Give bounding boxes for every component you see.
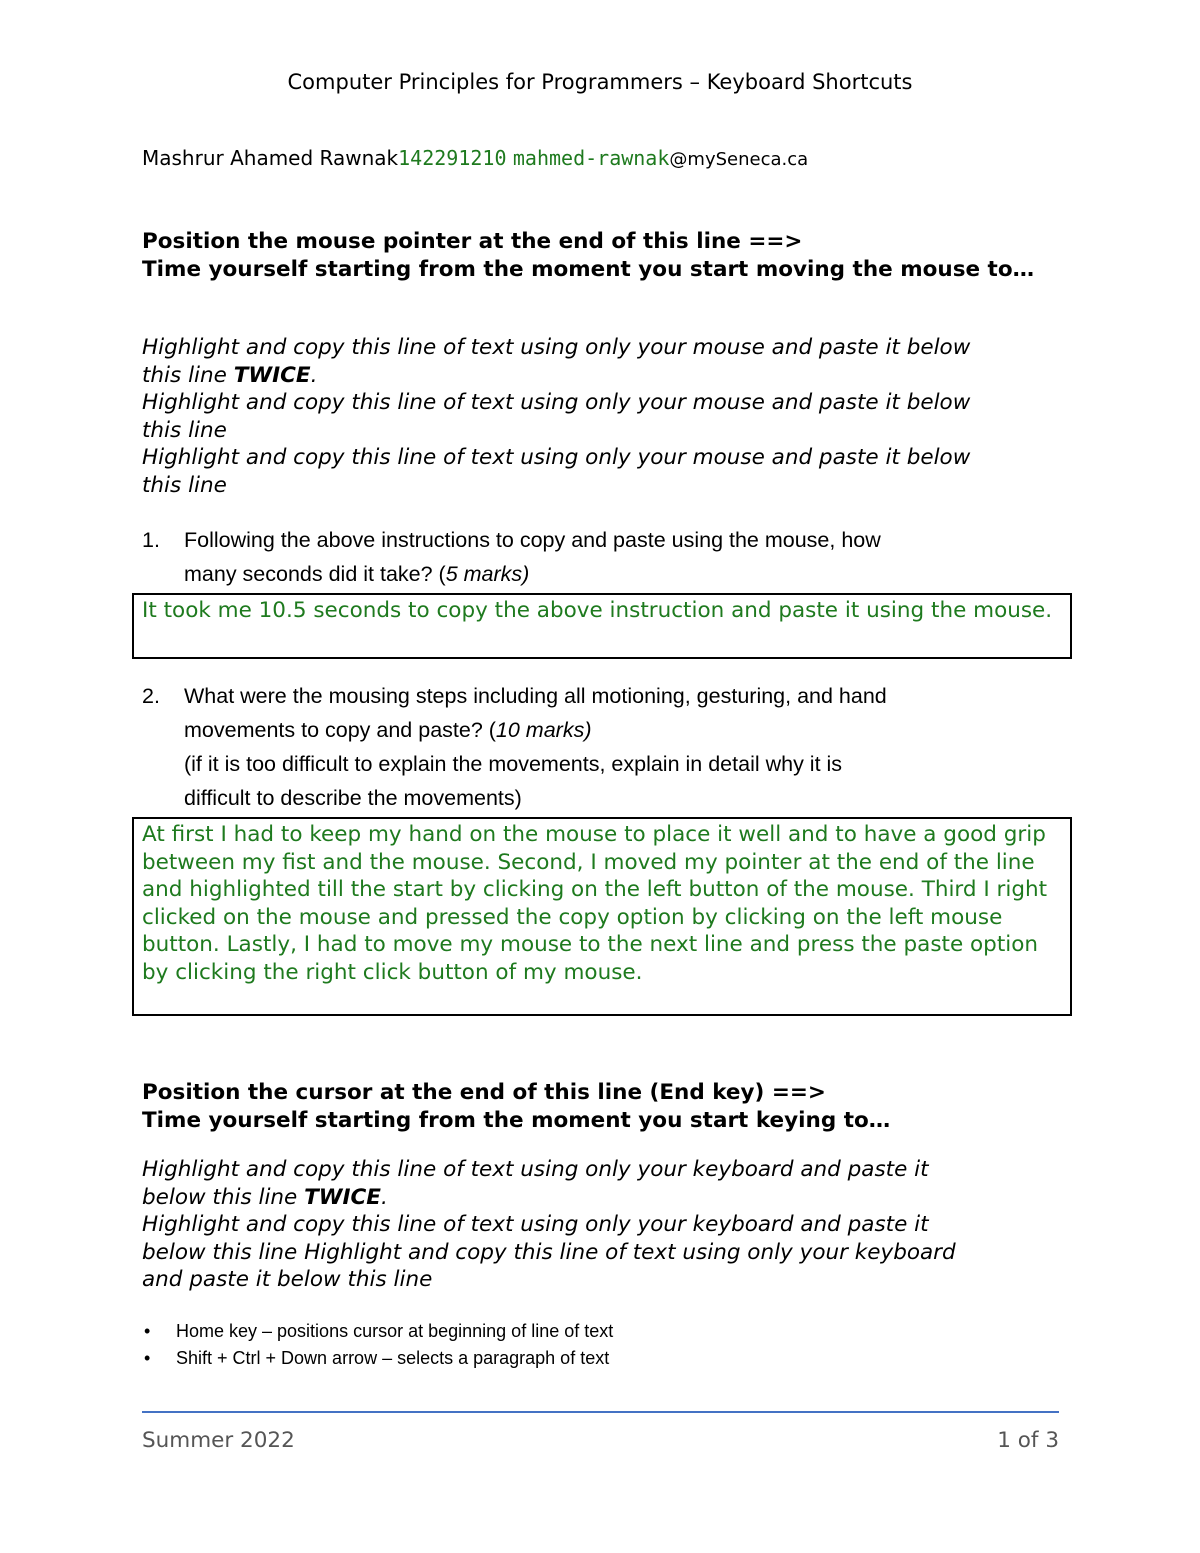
question-2-marks: 10 marks): [495, 718, 592, 742]
page-header-title: Computer Principles for Programmers – Keyboard Shortcuts: [287, 70, 913, 94]
mouse-heading-line-2: Time yourself starting from the moment you start moving the mouse to…: [142, 256, 1035, 282]
answer-box-2[interactable]: At first I had to keep my hand on the mouse to place it well and to have a good grip between my fist and the mouse. Second, I moved my pointer at the end of the line and highlighted till the start by clicking on the left button of the mouse. Third I right clicked on the mouse and pressed the copy option by clicking on the left mouse button. Lastly, I had to move my mouse to the next line and press the paste option by clicking the right click button of my mouse.: [132, 817, 1072, 1016]
list-item: [142, 1345, 1042, 1372]
question-2-line-a: What were the mousing steps including all motioning, gesturing, and hand: [184, 684, 887, 708]
question-2-number: 2.: [142, 684, 160, 708]
answer-box-1[interactable]: It took me 10.5 seconds to copy the above instruction and paste it using the mouse.: [132, 593, 1072, 659]
question-1-marks: 5 marks): [445, 562, 530, 586]
keyboard-instruction-1b[interactable]: [142, 1184, 1072, 1212]
mouse-heading-line-1: Position the mouse pointer at the end of this line ==>: [142, 229, 803, 254]
question-1-line-b-prefix: many seconds did it take? (: [184, 562, 446, 586]
keyboard-instruction-1b-emph: TWICE: [304, 1184, 381, 1210]
question-1-number: 1.: [142, 528, 160, 552]
keyboard-instruction-1b-suffix: .: [380, 1184, 388, 1210]
keyboard-instruction-1b-prefix: below this line: [142, 1184, 305, 1210]
mouse-instruction-3a[interactable]: Highlight and copy this line of text using only your mouse and paste it below: [142, 445, 971, 470]
bullet-icon: •: [144, 1348, 151, 1368]
keyboard-instruction-1a[interactable]: Highlight and copy this line of text using only your keyboard and paste it: [142, 1157, 929, 1182]
author-name: Mashrur Ahamed Rawnak: [142, 146, 399, 170]
mouse-heading: [142, 228, 1072, 283]
keyboard-instruction-2b[interactable]: below this line Highlight and copy this line of text using only your keyboard: [142, 1239, 956, 1265]
footer-divider: [142, 1411, 1059, 1413]
list-item: [142, 1318, 1042, 1345]
question-1: [142, 523, 1042, 591]
question-2: [142, 679, 1042, 815]
author-line: [142, 146, 808, 170]
mouse-instructions: [142, 334, 1072, 499]
footer-page-number: 1 of 3: [997, 1428, 1059, 1453]
bullet-text: Shift + Ctrl + Down arrow – selects a paragraph of text: [176, 1348, 610, 1368]
mouse-instruction-3b[interactable]: this line: [142, 472, 227, 498]
question-2-line-b-prefix: movements to copy and paste? (: [184, 718, 496, 742]
mouse-instruction-2a[interactable]: Highlight and copy this line of text using only your mouse and paste it below: [142, 390, 971, 415]
mouse-instruction-1a[interactable]: Highlight and copy this line of text using only your mouse and paste it below: [142, 335, 971, 360]
mouse-instruction-2b[interactable]: this line: [142, 417, 227, 443]
footer-term: Summer 2022: [142, 1428, 295, 1453]
bullet-icon: •: [144, 1321, 151, 1341]
student-id: 142291210: [398, 146, 507, 170]
email-domain: @mySeneca.ca: [669, 149, 809, 170]
mouse-instruction-1b-suffix: .: [310, 362, 318, 388]
keyboard-instruction-2c[interactable]: and paste it below this line: [142, 1267, 433, 1292]
email-user: mahmed-rawnak: [512, 146, 670, 170]
bullet-text: Home key – positions cursor at beginning of line of text: [176, 1321, 614, 1341]
question-2-line-c: (if it is too difficult to explain the movements, explain in detail why it is: [184, 752, 843, 776]
keyboard-heading: [142, 1079, 1072, 1134]
mouse-instruction-1b[interactable]: [142, 362, 1072, 390]
question-2-line-d: difficult to describe the movements): [184, 786, 522, 810]
keyboard-instructions: [142, 1156, 1072, 1294]
question-1-line-b: [184, 557, 1042, 591]
keyboard-heading-line-2: Time yourself starting from the moment you start keying to…: [142, 1107, 891, 1133]
keyboard-instruction-2a[interactable]: Highlight and copy this line of text using only your keyboard and paste it: [142, 1212, 929, 1237]
mouse-instruction-1b-emph: TWICE: [233, 362, 311, 388]
keyboard-heading-line-1: Position the cursor at the end of this line (End key) ==>: [142, 1080, 826, 1105]
question-2-line-b: [184, 713, 1042, 747]
question-1-line-a: Following the above instructions to copy and paste using the mouse, how: [184, 528, 881, 552]
mouse-instruction-1b-prefix: this line: [142, 362, 234, 388]
shortcut-bullet-list: [142, 1318, 1042, 1372]
